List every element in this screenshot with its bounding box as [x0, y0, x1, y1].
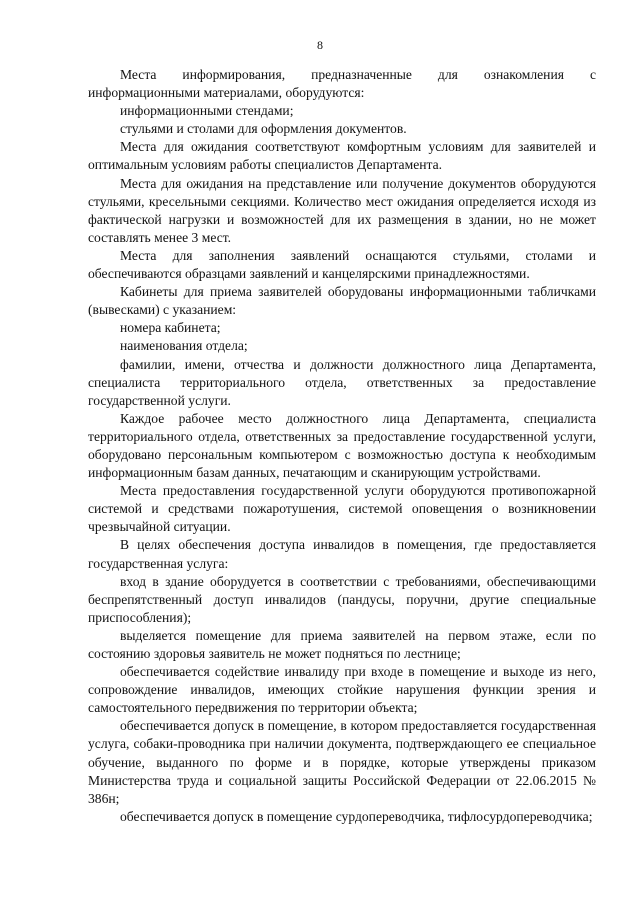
paragraph-chairs-tables: стульями и столами для оформления документов. — [120, 121, 407, 137]
paragraph-fire-safety: Места предоставления государственной услуги оборудуются противопожарной системой и средствами пожаротушения, системой оповещения о возникновении чрезвычайной ситуации. — [88, 483, 596, 535]
paragraph-guide-dog: обеспечивается допуск в помещение, в котором предоставляется государственная услуга, собаки-проводника при наличии документа, подтверждающего ее специальное обучение, выданного по форме и в порядке, которые утверждены приказом Министерства труда и социальной защиты Российской Федерации от 22.06.2015 № 386н; — [88, 718, 596, 806]
paragraph-sign-interpreter: обеспечивается допуск в помещение сурдопереводчика, тифлосурдопереводчика; — [120, 808, 593, 824]
paragraph-disabled-access: В целях обеспечения доступа инвалидов в помещения, где предоставляется государственная услуга: — [88, 537, 596, 571]
page-number: 8 — [317, 38, 323, 52]
paragraph-assistance: обеспечивается содействие инвалиду при входе в помещение и выходе из него, сопровождение инвалидов, имеющих стойкие нарушения функции зрения и самостоятельного передвижения по территории объекта; — [88, 664, 596, 716]
paragraph-workplace: Каждое рабочее место должностного лица Департамента, специалиста территориального отдела, ответственных за предоставление государственной услуги, оборудовано персональным компьютером с возможностью доступа к необходимым информационным базам данных, печатающим и сканирующим устройствами. — [88, 410, 596, 481]
paragraph-waiting-seating: Места для ожидания на представление или получение документов оборудуются стульями, кресельными секциями. Количество мест ожидания определяется исходя из фактической нагрузки и возможностей для их размещения в здании, но не может составлять менее 3 мест. — [88, 175, 596, 245]
paragraph-office-number: номера кабинета; — [120, 320, 221, 336]
paragraph-waiting-places: Места для ожидания соответствуют комфортным условиям для заявителей и оптимальным условиям работы специалистов Департамента. — [88, 139, 596, 173]
paragraph-info-places: Места информирования, предназначенные для ознакомления с информационными материалами, оборудуются: — [88, 67, 596, 101]
paragraph-office-signs: Кабинеты для приема заявителей оборудованы информационными табличками (вывесками) с указанием: — [88, 284, 596, 318]
paragraph-department-name: наименования отдела; — [120, 338, 248, 354]
paragraph-official-name: фамилии, имени, отчества и должности должностного лица Департамента, специалиста территориального отдела, ответственных за предоставление государственной услуги. — [88, 356, 596, 408]
document-body — [88, 66, 596, 826]
paragraph-entrance: вход в здание оборудуется в соответствии с требованиями, обеспечивающими беспрепятственный доступ инвалидов (пандусы, поручни, другие специальные приспособления); — [88, 573, 596, 625]
paragraph-info-stands: информационными стендами; — [120, 103, 294, 119]
paragraph-ground-floor: выделяется помещение для приема заявителей на первом этаже, если по состоянию здоровья заявитель не может подняться по лестнице; — [88, 627, 596, 661]
paragraph-application-filling: Места для заполнения заявлений оснащаются стульями, столами и обеспечиваются образцами заявлений и канцелярскими принадлежностями. — [88, 247, 596, 282]
